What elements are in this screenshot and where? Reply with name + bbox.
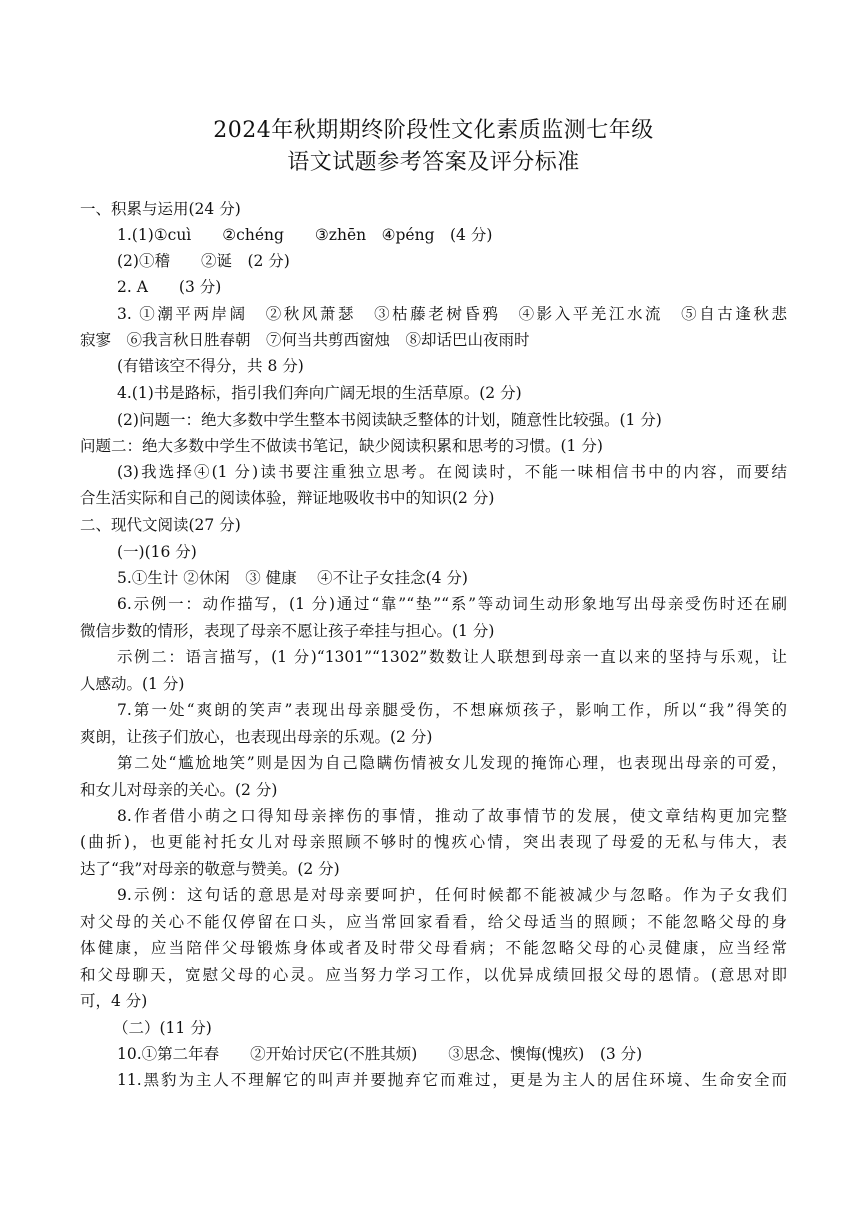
subsection-heading: （二）(11 分) bbox=[113, 1019, 212, 1037]
answer-line: 示例二：语言描写，(1 分)“1301”“1302”数数让人联想到母亲一直以来的坚持与乐观，让 bbox=[117, 648, 787, 666]
document-subtitle: 语文试题参考答案及评分标准 bbox=[287, 150, 580, 175]
answer-line: 爽朗，让孩子们放心，也表现出母亲的乐观。(2 分) bbox=[80, 728, 433, 746]
document-title: 2024年秋期期终阶段性文化素质监测七年级 bbox=[213, 118, 654, 143]
answer-line: 和女儿对母亲的关心。(2 分) bbox=[80, 781, 278, 799]
answer-line: 5.①生计 ②休闲 ③ 健康 ④不让子女挂念(4 分) bbox=[117, 569, 468, 587]
section-heading: 一、积累与运用(24 分) bbox=[80, 200, 241, 218]
answer-line: 对父母的关心不能仅停留在口头，应当常回家看看，给父母适当的照顾；不能忽略父母的身 bbox=[80, 913, 787, 931]
answer-line: 和父母聊天，宽慰父母的心灵。应当努力学习工作，以优异成绩回报父母的恩情。(意思对即 bbox=[80, 966, 787, 984]
answer-line: 8.作者借小萌之口得知母亲摔伤的事情，推动了故事情节的发展，使文章结构更加完整 bbox=[117, 807, 787, 825]
answer-line: 寂寥 ⑥我言秋日胜春朝 ⑦何当共剪西窗烛 ⑧却话巴山夜雨时 bbox=[80, 331, 530, 349]
answer-line: 7.第一处“爽朗的笑声”表现出母亲腿受伤，不想麻烦孩子，影响工作，所以“我”得笑的 bbox=[117, 701, 787, 719]
answer-line: 体健康，应当陪伴父母锻炼身体或者及时带父母看病；不能忽略父母的心灵健康，应当经常 bbox=[80, 939, 787, 957]
answer-line: (曲折)，也更能衬托女儿对母亲照顾不够时的愧疚心情，突出表现了母爱的无私与伟大，表 bbox=[80, 833, 787, 851]
answer-line: 2. A (3 分) bbox=[117, 278, 222, 296]
answer-line: 达了“我”对母亲的敬意与赞美。(2 分) bbox=[80, 860, 340, 878]
answer-line: 4.(1)书是路标，指引我们奔向广阔无垠的生活草原。(2 分) bbox=[117, 384, 522, 402]
answer-line: 微信步数的情形，表现了母亲不愿让孩子牵挂与担心。(1 分) bbox=[80, 622, 495, 640]
answer-line: 11.黑豹为主人不理解它的叫声并要抛弃它而难过，更是为主人的居住环境、生命安全而 bbox=[117, 1071, 787, 1089]
section-heading: 二、现代文阅读(27 分) bbox=[80, 516, 241, 534]
answer-line: (3)我选择④(1 分)读书要注重独立思考。在阅读时，不能一味相信书中的内容，而要结 bbox=[117, 463, 787, 481]
answer-line: 6.示例一：动作描写，(1 分)通过“靠”“垫”“系”等动词生动形象地写出母亲受伤时还在刷 bbox=[117, 595, 787, 613]
answer-line: (2)问题一：绝大多数中学生整本书阅读缺乏整体的计划，随意性比较强。(1 分) bbox=[117, 411, 662, 429]
answer-line: 问题二：绝大多数中学生不做读书笔记，缺少阅读积累和思考的习惯。(1 分) bbox=[80, 437, 603, 455]
answer-line: 人感动。(1 分) bbox=[80, 675, 185, 693]
answer-line: 3. ①潮平两岸阔 ②秋风萧瑟 ③枯藤老树昏鸦 ④影入平羌江水流 ⑤自古逢秋悲 bbox=[117, 305, 787, 323]
answer-line: 1.(1)①cuì ②chéng ③zhēn ④péng (4 分) bbox=[117, 226, 493, 244]
subsection-heading: (一)(16 分) bbox=[117, 543, 197, 561]
answer-line: 可，4 分) bbox=[80, 992, 148, 1010]
answer-line: 第二处“尴尬地笑”则是因为自己隐瞒伤情被女儿发现的掩饰心理，也表现出母亲的可爱， bbox=[117, 754, 787, 772]
answer-line: 9.示例：这句话的意思是对母亲要呵护，任何时候都不能被减少与忽略。作为子女我们 bbox=[117, 886, 787, 904]
answer-line: (2)①稽 ②诞 (2 分) bbox=[117, 252, 290, 270]
answer-line: (有错该空不得分，共 8 分) bbox=[117, 357, 304, 375]
answer-line: 10.①第二年春 ②开始讨厌它(不胜其烦) ③思念、懊悔(愧疚) (3 分) bbox=[117, 1045, 643, 1063]
answer-line: 合生活实际和自己的阅读体验，辩证地吸收书中的知识(2 分) bbox=[80, 489, 495, 507]
